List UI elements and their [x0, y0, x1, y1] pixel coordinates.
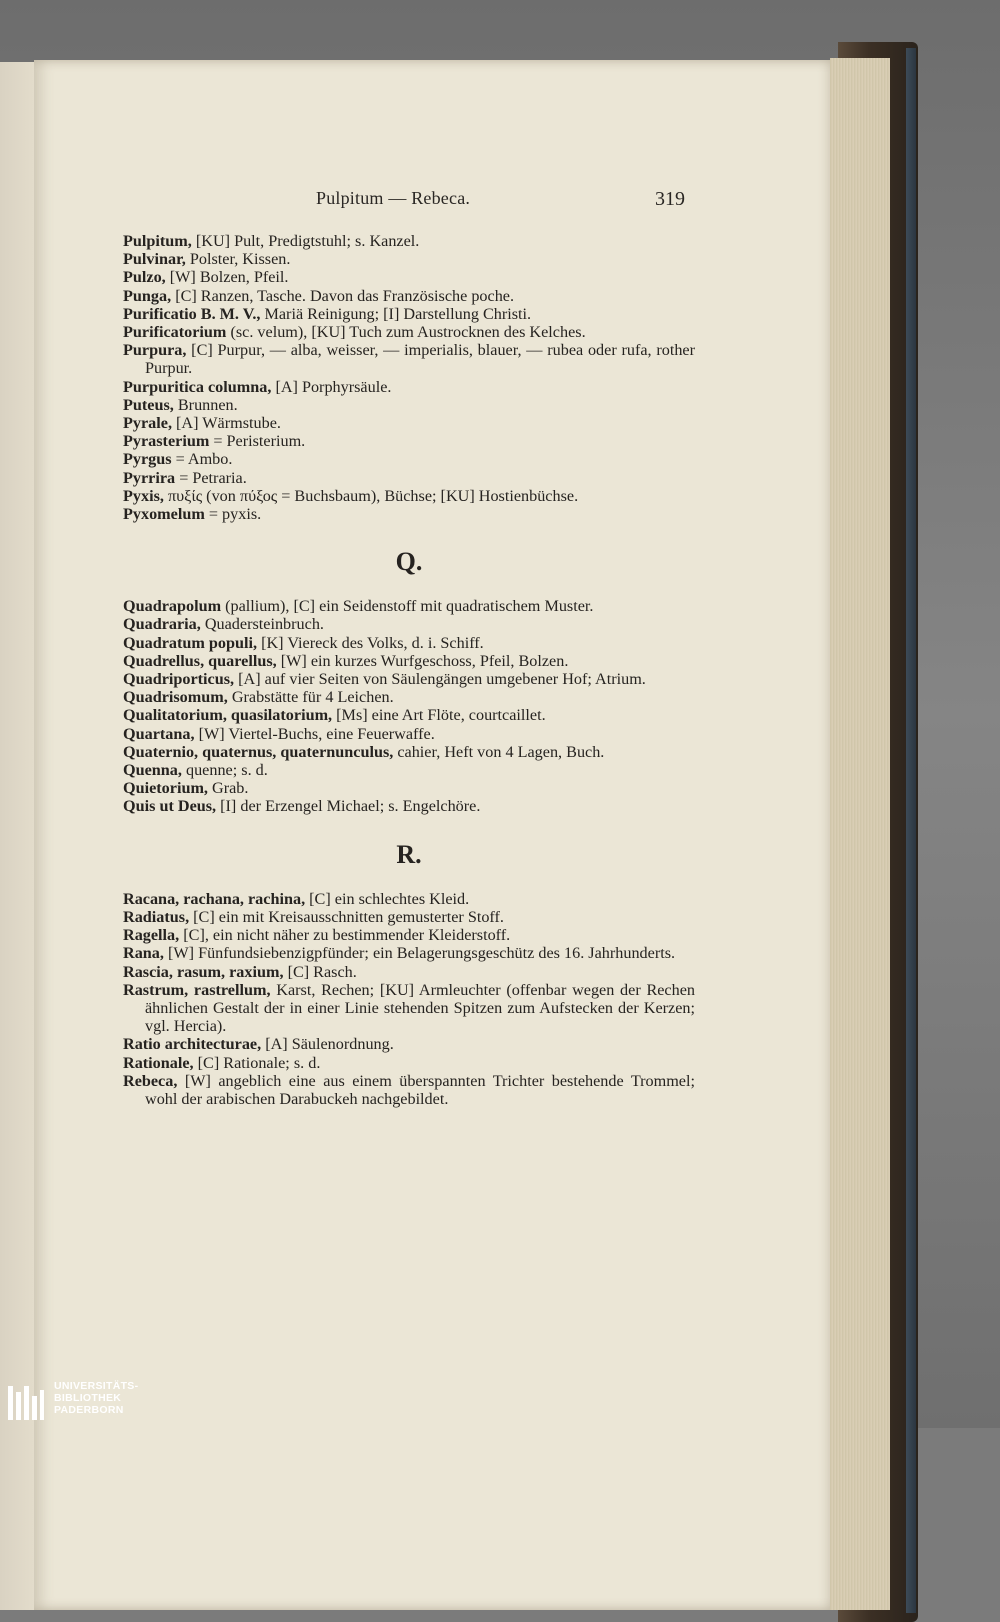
dictionary-entry	[123, 615, 695, 633]
entry-headword: Pyrgus	[123, 450, 172, 469]
entry-definition: [C] ein schlechtes Kleid.	[305, 889, 470, 908]
entry-definition: quenne; s. d.	[181, 761, 268, 780]
entry-definition: [Ms] eine Art Flöte, courtcaillet.	[332, 706, 546, 725]
entry-definition: [C] Purpur, — alba, weisser, — imperialis, blauer, — rubea oder rufa, rother Purpur.	[145, 341, 695, 378]
entry-definition: Brunnen.	[173, 395, 238, 414]
entry-definition: Karst, Rechen; [KU] Armleuchter (offenbar wegen der Rechen ähnlichen Gestalt der in einer Linie stehenden Spitzen zum Aufstecken der Kerzen; vgl. Hercia).	[145, 980, 695, 1036]
entry-definition: [K] Viereck des Volks, d. i. Schiff.	[257, 633, 484, 652]
entry-definition: [W] Viertel-Buchs, eine Feuerwaffe.	[194, 724, 435, 743]
entry-headword: Purpura,	[123, 341, 187, 360]
entry-headword: Ragella,	[123, 926, 180, 945]
dictionary-entry	[123, 597, 695, 615]
dictionary-entry	[123, 1072, 695, 1108]
entry-headword: Pyxomelum	[123, 505, 205, 524]
dictionary-entry	[123, 670, 695, 688]
entry-headword: Quartana,	[123, 724, 195, 743]
library-logo	[0, 1378, 160, 1428]
dictionary-entry	[123, 1035, 695, 1053]
entry-definition: [A] Wärmstube.	[172, 414, 281, 433]
entry-definition: cahier, Heft von 4 Lagen, Buch.	[393, 742, 605, 761]
entry-headword: Quadraria,	[123, 615, 201, 634]
dictionary-entry	[123, 725, 695, 743]
entry-headword: Rascia, rasum, raxium,	[123, 962, 284, 981]
dictionary-entry	[123, 432, 695, 450]
dictionary-entry	[123, 890, 695, 908]
dictionary-entry	[123, 926, 695, 944]
dictionary-entry	[123, 743, 695, 761]
page-number: 319	[655, 188, 685, 210]
entry-definition: Grabstätte für 4 Leichen.	[227, 688, 394, 707]
dictionary-entry	[123, 396, 695, 414]
entry-definition: Mariä Reinigung; [I] Darstellung Christi.	[260, 304, 532, 323]
entry-definition: [A] auf vier Seiten von Säulengängen umgebener Hof; Atrium.	[234, 670, 646, 689]
page-stack-edge	[830, 58, 890, 1610]
dictionary-entry	[123, 287, 695, 305]
entry-headword: Rana,	[123, 944, 164, 963]
entry-headword: Quadrellus, quarellus,	[123, 651, 277, 670]
dictionary-entry	[123, 469, 695, 487]
dictionary-entry	[123, 487, 695, 505]
entry-headword: Qualitatorium, quasilatorium,	[123, 706, 333, 725]
entry-headword: Quadriporticus,	[123, 670, 235, 689]
dictionary-entry	[123, 378, 695, 396]
dictionary-entry	[123, 450, 695, 468]
dictionary-entry	[123, 706, 695, 724]
entry-headword: Quis ut Deus,	[123, 797, 217, 816]
entry-headword: Pulzo,	[123, 268, 166, 287]
entry-headword: Quadrapolum	[123, 597, 222, 616]
entry-definition: Grab.	[207, 779, 249, 798]
entry-definition: = Peristerium.	[209, 432, 306, 451]
section-heading-r: R.	[396, 839, 422, 869]
entry-definition: Polster, Kissen.	[185, 250, 291, 269]
entry-headword: Rebeca,	[123, 1071, 178, 1090]
entry-headword: Purpuritica columna,	[123, 377, 272, 396]
entry-definition: [W] Bolzen, Pfeil.	[165, 268, 289, 287]
running-title: Pulpitum — Rebeca.	[316, 188, 471, 208]
entry-headword: Pulpitum,	[123, 232, 192, 250]
entry-definition: [W] angeblich eine aus einem überspannten Trichter bestehende Trommel; wohl der arabischen Darabuckeh nachgebildet.	[145, 1071, 695, 1108]
entry-definition: (pallium), [C] ein Seidenstoff mit quadratischem Muster.	[221, 597, 594, 616]
entry-definition: = pyxis.	[204, 505, 262, 524]
dictionary-entry	[123, 797, 695, 815]
entries-q	[123, 597, 695, 815]
entry-headword: Pulvinar,	[123, 250, 186, 269]
dictionary-entry	[123, 908, 695, 926]
dictionary-entry	[123, 505, 695, 523]
dictionary-entry	[123, 652, 695, 670]
entry-definition: [C] Rasch.	[283, 962, 357, 981]
logo-line-1: UNIVERSITÄTS-	[54, 1380, 139, 1392]
entry-definition: πυξίς (von πύξος = Buchsbaum), Büchse; [KU] Hostienbüchse.	[163, 486, 579, 505]
entry-headword: Pyrrira	[123, 468, 176, 487]
entry-definition: [C] Rationale; s. d.	[193, 1053, 321, 1072]
entry-headword: Quaternio, quaternus, quaternunculus,	[123, 742, 394, 761]
section-heading-q: Q.	[395, 547, 423, 577]
entry-headword: Rastrum, rastrellum,	[123, 980, 271, 999]
entry-headword: Quietorium,	[123, 779, 208, 798]
library-logo-icon	[6, 1382, 46, 1424]
entry-headword: Quadratum populi,	[123, 633, 258, 652]
entry-headword: Purificatio B. M. V.,	[123, 304, 261, 323]
dictionary-entry	[123, 779, 695, 797]
dictionary-entry	[123, 250, 695, 268]
entry-definition: [C] ein mit Kreisausschnitten gemusterter Stoff.	[189, 907, 504, 926]
dictionary-entry	[123, 761, 695, 779]
entry-headword: Radiatus,	[123, 907, 190, 926]
dictionary-entry	[123, 688, 695, 706]
entry-headword: Purificatorium	[123, 323, 227, 342]
dictionary-entry	[123, 341, 695, 377]
dictionary-entry	[123, 305, 695, 323]
logo-line-3: PADERBORN	[54, 1404, 124, 1416]
dictionary-entry	[123, 634, 695, 652]
dictionary-entry	[123, 232, 695, 250]
entry-headword: Racana, rachana, rachina,	[123, 889, 306, 908]
binding-edge	[906, 48, 916, 1613]
dictionary-entry	[123, 323, 695, 341]
entry-headword: Pyrasterium	[123, 432, 210, 451]
entry-definition: [C] Ranzen, Tasche. Davon das Französische poche.	[171, 286, 515, 305]
entry-definition: [W] Fünfundsiebenzigpfünder; ein Belagerungsgeschütz des 16. Jahrhunderts.	[163, 944, 676, 963]
entry-definition: [I] der Erzengel Michael; s. Engelchöre.	[216, 797, 481, 816]
running-head	[0, 188, 1000, 212]
entry-definition: = Ambo.	[171, 450, 233, 469]
dictionary-entry	[123, 268, 695, 286]
entries-p	[123, 232, 695, 523]
entry-definition: [A] Porphyrsäule.	[271, 377, 392, 396]
entry-definition: [KU] Pult, Predigtstuhl; s. Kanzel.	[191, 232, 420, 250]
entry-headword: Rationale,	[123, 1053, 194, 1072]
entry-headword: Quadrisomum,	[123, 688, 228, 707]
dictionary-entries	[123, 232, 695, 1108]
dictionary-entry	[123, 981, 695, 1036]
dictionary-entry	[123, 414, 695, 432]
dictionary-entry	[123, 963, 695, 981]
entries-r	[123, 890, 695, 1108]
dictionary-entry	[123, 1054, 695, 1072]
entry-definition: [A] Säulenordnung.	[261, 1035, 394, 1054]
logo-line-2: BIBLIOTHEK	[54, 1392, 122, 1404]
entry-headword: Quenna,	[123, 761, 182, 780]
entry-definition: [W] ein kurzes Wurfgeschoss, Pfeil, Bolzen.	[276, 651, 569, 670]
entry-definition: (sc. velum), [KU] Tuch zum Austrocknen des Kelches.	[226, 323, 586, 342]
dictionary-entry	[123, 944, 695, 962]
entry-headword: Pyrale,	[123, 414, 172, 433]
library-logo-text	[54, 1380, 138, 1416]
entry-definition: = Petraria.	[175, 468, 247, 487]
entry-definition: [C], ein nicht näher zu bestimmender Kleiderstoff.	[179, 926, 511, 945]
entry-headword: Pyxis,	[123, 486, 164, 505]
entry-headword: Ratio architecturae,	[123, 1035, 262, 1054]
entry-definition: Quadersteinbruch.	[200, 615, 324, 634]
entry-headword: Puteus,	[123, 395, 174, 414]
entry-headword: Punga,	[123, 286, 172, 305]
